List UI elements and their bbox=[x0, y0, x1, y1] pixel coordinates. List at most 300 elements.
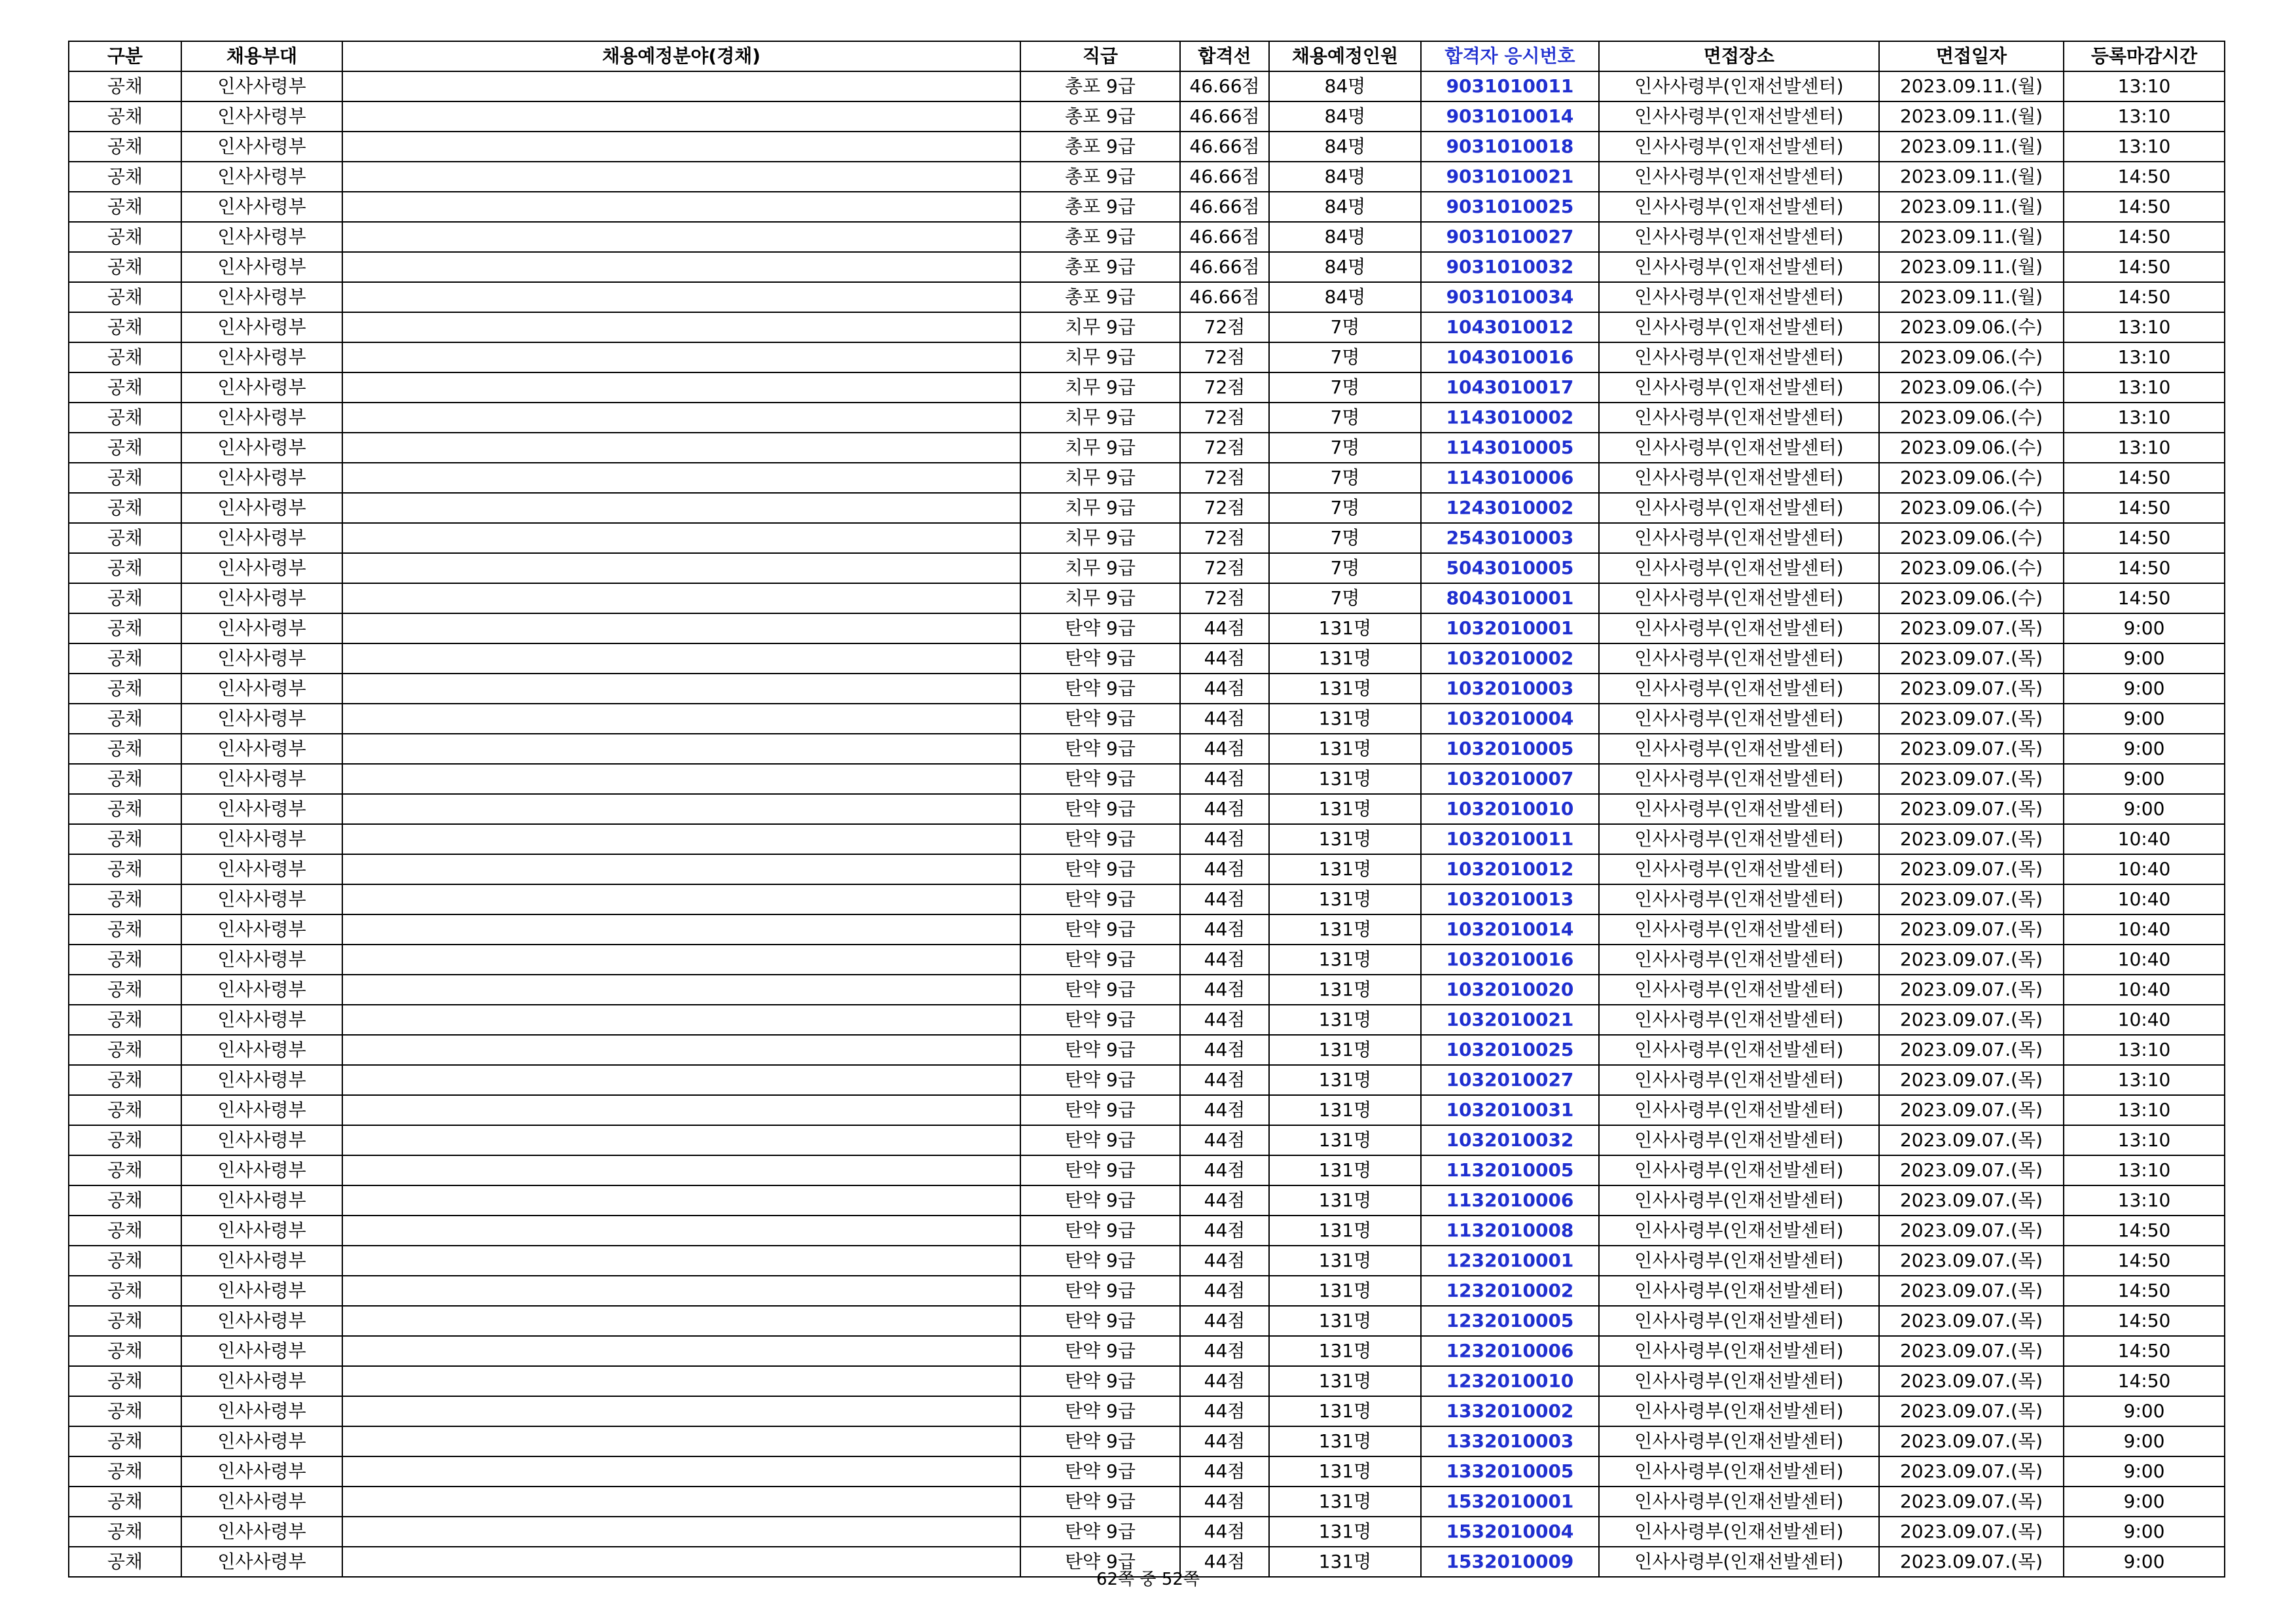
cell-grade: 탄약 9급 bbox=[1020, 643, 1180, 674]
cell-interview-location: 인사사령부(인재선발센터) bbox=[1599, 794, 1879, 824]
cell-registration-deadline: 13:10 bbox=[2064, 71, 2225, 101]
cell-interview-date: 2023.09.07.(목) bbox=[1879, 613, 2064, 643]
cell-registration-deadline: 14:50 bbox=[2064, 1276, 2225, 1306]
cell-applicant-number: 1332010005 bbox=[1421, 1456, 1599, 1487]
cell-cutoff: 44점 bbox=[1180, 884, 1269, 914]
header-headcount: 채용예정인원 bbox=[1269, 41, 1421, 71]
cell-applicant-number: 1232010002 bbox=[1421, 1276, 1599, 1306]
cell-category: 공채 bbox=[69, 222, 181, 252]
cell-field bbox=[342, 553, 1020, 583]
cell-interview-location: 인사사령부(인재선발센터) bbox=[1599, 704, 1879, 734]
cell-grade: 총포 9급 bbox=[1020, 192, 1180, 222]
cell-field bbox=[342, 1306, 1020, 1336]
cell-grade: 총포 9급 bbox=[1020, 162, 1180, 192]
cell-unit: 인사사령부 bbox=[181, 1456, 342, 1487]
cell-unit: 인사사령부 bbox=[181, 101, 342, 132]
cell-grade: 탄약 9급 bbox=[1020, 914, 1180, 945]
cell-applicant-number: 1132010005 bbox=[1421, 1155, 1599, 1185]
cell-interview-location: 인사사령부(인재선발센터) bbox=[1599, 312, 1879, 342]
results-table bbox=[68, 41, 2225, 1578]
cell-unit: 인사사령부 bbox=[181, 553, 342, 583]
cell-registration-deadline: 13:10 bbox=[2064, 1185, 2225, 1216]
cell-cutoff: 44점 bbox=[1180, 1456, 1269, 1487]
cell-interview-location: 인사사령부(인재선발센터) bbox=[1599, 764, 1879, 794]
table-row bbox=[69, 1517, 2225, 1547]
cell-category: 공채 bbox=[69, 1336, 181, 1366]
cell-grade: 치무 9급 bbox=[1020, 433, 1180, 463]
cell-cutoff: 46.66점 bbox=[1180, 252, 1269, 282]
cell-headcount: 7명 bbox=[1269, 342, 1421, 372]
cell-unit: 인사사령부 bbox=[181, 674, 342, 704]
cell-interview-location: 인사사령부(인재선발센터) bbox=[1599, 1035, 1879, 1065]
cell-cutoff: 44점 bbox=[1180, 1306, 1269, 1336]
cell-category: 공채 bbox=[69, 553, 181, 583]
cell-headcount: 7명 bbox=[1269, 433, 1421, 463]
table-row bbox=[69, 1216, 2225, 1246]
cell-unit: 인사사령부 bbox=[181, 1005, 342, 1035]
cell-field bbox=[342, 1276, 1020, 1306]
cell-grade: 치무 9급 bbox=[1020, 493, 1180, 523]
cell-interview-location: 인사사령부(인재선발센터) bbox=[1599, 493, 1879, 523]
cell-field bbox=[342, 1125, 1020, 1155]
cell-headcount: 131명 bbox=[1269, 704, 1421, 734]
cell-interview-date: 2023.09.07.(목) bbox=[1879, 1456, 2064, 1487]
cell-applicant-number: 1032010025 bbox=[1421, 1035, 1599, 1065]
table-row bbox=[69, 463, 2225, 493]
cell-interview-date: 2023.09.07.(목) bbox=[1879, 1276, 2064, 1306]
cell-cutoff: 44점 bbox=[1180, 1336, 1269, 1366]
cell-headcount: 131명 bbox=[1269, 1487, 1421, 1517]
header-grade: 직급 bbox=[1020, 41, 1180, 71]
cell-headcount: 131명 bbox=[1269, 794, 1421, 824]
table-row bbox=[69, 162, 2225, 192]
header-interview-date: 면접일자 bbox=[1879, 41, 2064, 71]
cell-interview-date: 2023.09.07.(목) bbox=[1879, 1246, 2064, 1276]
cell-registration-deadline: 14:50 bbox=[2064, 1336, 2225, 1366]
cell-interview-location: 인사사령부(인재선발센터) bbox=[1599, 674, 1879, 704]
cell-grade: 탄약 9급 bbox=[1020, 1426, 1180, 1456]
cell-cutoff: 44점 bbox=[1180, 1035, 1269, 1065]
cell-category: 공채 bbox=[69, 1306, 181, 1336]
cell-grade: 탄약 9급 bbox=[1020, 975, 1180, 1005]
cell-registration-deadline: 9:00 bbox=[2064, 1456, 2225, 1487]
cell-applicant-number: 1132010008 bbox=[1421, 1216, 1599, 1246]
cell-interview-date: 2023.09.07.(목) bbox=[1879, 914, 2064, 945]
cell-registration-deadline: 14:50 bbox=[2064, 192, 2225, 222]
cell-interview-date: 2023.09.11.(월) bbox=[1879, 192, 2064, 222]
cell-applicant-number: 9031010027 bbox=[1421, 222, 1599, 252]
cell-grade: 탄약 9급 bbox=[1020, 794, 1180, 824]
cell-interview-location: 인사사령부(인재선발센터) bbox=[1599, 403, 1879, 433]
cell-grade: 탄약 9급 bbox=[1020, 674, 1180, 704]
cell-field bbox=[342, 312, 1020, 342]
cell-unit: 인사사령부 bbox=[181, 252, 342, 282]
cell-grade: 총포 9급 bbox=[1020, 222, 1180, 252]
cell-grade: 탄약 9급 bbox=[1020, 1276, 1180, 1306]
cell-cutoff: 44점 bbox=[1180, 764, 1269, 794]
cell-cutoff: 44점 bbox=[1180, 1095, 1269, 1125]
cell-grade: 탄약 9급 bbox=[1020, 945, 1180, 975]
table-row bbox=[69, 282, 2225, 312]
cell-cutoff: 44점 bbox=[1180, 734, 1269, 764]
cell-category: 공채 bbox=[69, 704, 181, 734]
cell-interview-location: 인사사령부(인재선발센터) bbox=[1599, 1216, 1879, 1246]
cell-registration-deadline: 9:00 bbox=[2064, 1487, 2225, 1517]
cell-interview-date: 2023.09.07.(목) bbox=[1879, 1517, 2064, 1547]
cell-applicant-number: 1043010016 bbox=[1421, 342, 1599, 372]
cell-registration-deadline: 13:10 bbox=[2064, 312, 2225, 342]
cell-category: 공채 bbox=[69, 312, 181, 342]
cell-applicant-number: 1032010007 bbox=[1421, 764, 1599, 794]
cell-field bbox=[342, 1065, 1020, 1095]
cell-field bbox=[342, 433, 1020, 463]
cell-registration-deadline: 14:50 bbox=[2064, 1216, 2225, 1246]
cell-category: 공채 bbox=[69, 1487, 181, 1517]
cell-headcount: 7명 bbox=[1269, 403, 1421, 433]
cell-registration-deadline: 13:10 bbox=[2064, 403, 2225, 433]
cell-grade: 탄약 9급 bbox=[1020, 1336, 1180, 1366]
cell-unit: 인사사령부 bbox=[181, 1095, 342, 1125]
cell-interview-date: 2023.09.07.(목) bbox=[1879, 1155, 2064, 1185]
cell-field bbox=[342, 101, 1020, 132]
cell-unit: 인사사령부 bbox=[181, 372, 342, 403]
table-row bbox=[69, 704, 2225, 734]
cell-unit: 인사사령부 bbox=[181, 192, 342, 222]
cell-unit: 인사사령부 bbox=[181, 71, 342, 101]
cell-registration-deadline: 9:00 bbox=[2064, 1396, 2225, 1426]
cell-unit: 인사사령부 bbox=[181, 1426, 342, 1456]
header-cutoff: 합격선 bbox=[1180, 41, 1269, 71]
cell-field bbox=[342, 372, 1020, 403]
header-field: 채용예정분야(경채) bbox=[342, 41, 1020, 71]
cell-interview-date: 2023.09.06.(수) bbox=[1879, 403, 2064, 433]
cell-field bbox=[342, 764, 1020, 794]
cell-headcount: 131명 bbox=[1269, 1276, 1421, 1306]
cell-interview-date: 2023.09.06.(수) bbox=[1879, 342, 2064, 372]
table-row bbox=[69, 794, 2225, 824]
cell-cutoff: 46.66점 bbox=[1180, 162, 1269, 192]
cell-interview-location: 인사사령부(인재선발센터) bbox=[1599, 854, 1879, 884]
cell-grade: 탄약 9급 bbox=[1020, 704, 1180, 734]
cell-field bbox=[342, 914, 1020, 945]
cell-registration-deadline: 14:50 bbox=[2064, 493, 2225, 523]
cell-interview-date: 2023.09.11.(월) bbox=[1879, 252, 2064, 282]
cell-cutoff: 72점 bbox=[1180, 523, 1269, 553]
cell-interview-location: 인사사령부(인재선발센터) bbox=[1599, 613, 1879, 643]
cell-grade: 치무 9급 bbox=[1020, 372, 1180, 403]
cell-category: 공채 bbox=[69, 101, 181, 132]
table-row bbox=[69, 71, 2225, 101]
cell-interview-date: 2023.09.06.(수) bbox=[1879, 433, 2064, 463]
cell-interview-date: 2023.09.07.(목) bbox=[1879, 1125, 2064, 1155]
cell-headcount: 131명 bbox=[1269, 1216, 1421, 1246]
cell-category: 공채 bbox=[69, 1426, 181, 1456]
cell-unit: 인사사령부 bbox=[181, 734, 342, 764]
cell-headcount: 131명 bbox=[1269, 1306, 1421, 1336]
cell-interview-location: 인사사령부(인재선발센터) bbox=[1599, 1185, 1879, 1216]
cell-field bbox=[342, 162, 1020, 192]
cell-applicant-number: 1043010012 bbox=[1421, 312, 1599, 342]
cell-category: 공채 bbox=[69, 282, 181, 312]
cell-unit: 인사사령부 bbox=[181, 493, 342, 523]
cell-headcount: 131명 bbox=[1269, 975, 1421, 1005]
cell-headcount: 84명 bbox=[1269, 132, 1421, 162]
table-row bbox=[69, 1095, 2225, 1125]
cell-interview-date: 2023.09.11.(월) bbox=[1879, 222, 2064, 252]
cell-headcount: 131명 bbox=[1269, 1336, 1421, 1366]
cell-cutoff: 72점 bbox=[1180, 342, 1269, 372]
cell-interview-date: 2023.09.07.(목) bbox=[1879, 1005, 2064, 1035]
cell-field bbox=[342, 1517, 1020, 1547]
cell-field bbox=[342, 734, 1020, 764]
cell-interview-location: 인사사령부(인재선발센터) bbox=[1599, 1306, 1879, 1336]
cell-interview-location: 인사사령부(인재선발센터) bbox=[1599, 824, 1879, 854]
cell-grade: 탄약 9급 bbox=[1020, 1366, 1180, 1396]
cell-interview-location: 인사사령부(인재선발센터) bbox=[1599, 1005, 1879, 1035]
cell-interview-location: 인사사령부(인재선발센터) bbox=[1599, 1487, 1879, 1517]
cell-interview-date: 2023.09.07.(목) bbox=[1879, 854, 2064, 884]
cell-unit: 인사사령부 bbox=[181, 854, 342, 884]
cell-cutoff: 44점 bbox=[1180, 975, 1269, 1005]
cell-interview-date: 2023.09.07.(목) bbox=[1879, 975, 2064, 1005]
cell-applicant-number: 1232010005 bbox=[1421, 1306, 1599, 1336]
cell-grade: 총포 9급 bbox=[1020, 132, 1180, 162]
cell-unit: 인사사령부 bbox=[181, 1276, 342, 1306]
cell-field bbox=[342, 342, 1020, 372]
cell-interview-location: 인사사령부(인재선발센터) bbox=[1599, 734, 1879, 764]
cell-registration-deadline: 13:10 bbox=[2064, 1065, 2225, 1095]
table-row bbox=[69, 403, 2225, 433]
cell-applicant-number: 1332010002 bbox=[1421, 1396, 1599, 1426]
cell-applicant-number: 1032010027 bbox=[1421, 1065, 1599, 1095]
cell-registration-deadline: 13:10 bbox=[2064, 433, 2225, 463]
cell-applicant-number: 8043010001 bbox=[1421, 583, 1599, 613]
cell-headcount: 131명 bbox=[1269, 1456, 1421, 1487]
cell-interview-date: 2023.09.07.(목) bbox=[1879, 1065, 2064, 1095]
table-row bbox=[69, 1396, 2225, 1426]
cell-headcount: 131명 bbox=[1269, 1246, 1421, 1276]
cell-category: 공채 bbox=[69, 884, 181, 914]
cell-registration-deadline: 14:50 bbox=[2064, 282, 2225, 312]
cell-grade: 탄약 9급 bbox=[1020, 1456, 1180, 1487]
table-row bbox=[69, 583, 2225, 613]
cell-interview-date: 2023.09.07.(목) bbox=[1879, 794, 2064, 824]
cell-cutoff: 44점 bbox=[1180, 1426, 1269, 1456]
table-row bbox=[69, 643, 2225, 674]
cell-headcount: 131명 bbox=[1269, 1065, 1421, 1095]
cell-grade: 탄약 9급 bbox=[1020, 1547, 1180, 1577]
cell-unit: 인사사령부 bbox=[181, 824, 342, 854]
cell-interview-date: 2023.09.07.(목) bbox=[1879, 1336, 2064, 1366]
cell-headcount: 131명 bbox=[1269, 643, 1421, 674]
cell-applicant-number: 1532010004 bbox=[1421, 1517, 1599, 1547]
cell-grade: 탄약 9급 bbox=[1020, 1306, 1180, 1336]
cell-category: 공채 bbox=[69, 1125, 181, 1155]
cell-category: 공채 bbox=[69, 1216, 181, 1246]
cell-registration-deadline: 13:10 bbox=[2064, 132, 2225, 162]
cell-registration-deadline: 9:00 bbox=[2064, 794, 2225, 824]
cell-registration-deadline: 9:00 bbox=[2064, 1547, 2225, 1577]
cell-unit: 인사사령부 bbox=[181, 162, 342, 192]
cell-grade: 치무 9급 bbox=[1020, 553, 1180, 583]
cell-registration-deadline: 13:10 bbox=[2064, 1035, 2225, 1065]
cell-interview-date: 2023.09.07.(목) bbox=[1879, 945, 2064, 975]
cell-interview-date: 2023.09.07.(목) bbox=[1879, 1306, 2064, 1336]
cell-registration-deadline: 14:50 bbox=[2064, 583, 2225, 613]
cell-unit: 인사사령부 bbox=[181, 613, 342, 643]
cell-interview-date: 2023.09.11.(월) bbox=[1879, 162, 2064, 192]
table-row bbox=[69, 101, 2225, 132]
cell-grade: 탄약 9급 bbox=[1020, 1396, 1180, 1426]
cell-category: 공채 bbox=[69, 162, 181, 192]
cell-category: 공채 bbox=[69, 1185, 181, 1216]
cell-cutoff: 44점 bbox=[1180, 1276, 1269, 1306]
table-row bbox=[69, 1426, 2225, 1456]
cell-unit: 인사사령부 bbox=[181, 463, 342, 493]
cell-unit: 인사사령부 bbox=[181, 764, 342, 794]
cell-grade: 탄약 9급 bbox=[1020, 1246, 1180, 1276]
cell-unit: 인사사령부 bbox=[181, 1185, 342, 1216]
cell-interview-location: 인사사령부(인재선발센터) bbox=[1599, 132, 1879, 162]
cell-unit: 인사사령부 bbox=[181, 643, 342, 674]
cell-grade: 총포 9급 bbox=[1020, 252, 1180, 282]
cell-cutoff: 44점 bbox=[1180, 1005, 1269, 1035]
cell-cutoff: 44점 bbox=[1180, 824, 1269, 854]
cell-unit: 인사사령부 bbox=[181, 523, 342, 553]
cell-field bbox=[342, 854, 1020, 884]
cell-unit: 인사사령부 bbox=[181, 975, 342, 1005]
cell-applicant-number: 1243010002 bbox=[1421, 493, 1599, 523]
cell-applicant-number: 9031010014 bbox=[1421, 101, 1599, 132]
table-row bbox=[69, 764, 2225, 794]
cell-applicant-number: 1032010013 bbox=[1421, 884, 1599, 914]
cell-cutoff: 44점 bbox=[1180, 674, 1269, 704]
cell-interview-location: 인사사령부(인재선발센터) bbox=[1599, 945, 1879, 975]
cell-interview-location: 인사사령부(인재선발센터) bbox=[1599, 523, 1879, 553]
cell-cutoff: 46.66점 bbox=[1180, 222, 1269, 252]
cell-unit: 인사사령부 bbox=[181, 1035, 342, 1065]
cell-category: 공채 bbox=[69, 764, 181, 794]
cell-unit: 인사사령부 bbox=[181, 1547, 342, 1577]
cell-unit: 인사사령부 bbox=[181, 312, 342, 342]
cell-headcount: 131명 bbox=[1269, 1185, 1421, 1216]
cell-unit: 인사사령부 bbox=[181, 282, 342, 312]
cell-headcount: 131명 bbox=[1269, 854, 1421, 884]
cell-grade: 탄약 9급 bbox=[1020, 1065, 1180, 1095]
page-number: 62쪽 중 52쪽 bbox=[1096, 1570, 1200, 1589]
cell-interview-location: 인사사령부(인재선발센터) bbox=[1599, 1396, 1879, 1426]
cell-interview-date: 2023.09.07.(목) bbox=[1879, 674, 2064, 704]
cell-interview-location: 인사사령부(인재선발센터) bbox=[1599, 1366, 1879, 1396]
table-row bbox=[69, 1366, 2225, 1396]
cell-interview-date: 2023.09.07.(목) bbox=[1879, 824, 2064, 854]
cell-unit: 인사사령부 bbox=[181, 1155, 342, 1185]
cell-category: 공채 bbox=[69, 132, 181, 162]
table-row bbox=[69, 884, 2225, 914]
cell-field bbox=[342, 132, 1020, 162]
cell-headcount: 131명 bbox=[1269, 1095, 1421, 1125]
table-row bbox=[69, 945, 2225, 975]
cell-headcount: 84명 bbox=[1269, 252, 1421, 282]
cell-registration-deadline: 14:50 bbox=[2064, 463, 2225, 493]
cell-field bbox=[342, 1426, 1020, 1456]
cell-grade: 탄약 9급 bbox=[1020, 1125, 1180, 1155]
table-row bbox=[69, 914, 2225, 945]
cell-interview-location: 인사사령부(인재선발센터) bbox=[1599, 342, 1879, 372]
cell-interview-location: 인사사령부(인재선발센터) bbox=[1599, 372, 1879, 403]
cell-unit: 인사사령부 bbox=[181, 945, 342, 975]
cell-category: 공채 bbox=[69, 854, 181, 884]
cell-headcount: 131명 bbox=[1269, 1005, 1421, 1035]
cell-field bbox=[342, 71, 1020, 101]
cell-interview-location: 인사사령부(인재선발센터) bbox=[1599, 1246, 1879, 1276]
header-category: 구분 bbox=[69, 41, 181, 71]
cell-registration-deadline: 9:00 bbox=[2064, 643, 2225, 674]
cell-field bbox=[342, 252, 1020, 282]
cell-headcount: 131명 bbox=[1269, 1426, 1421, 1456]
table-row bbox=[69, 493, 2225, 523]
cell-grade: 탄약 9급 bbox=[1020, 854, 1180, 884]
cell-applicant-number: 1043010017 bbox=[1421, 372, 1599, 403]
table-row bbox=[69, 132, 2225, 162]
cell-cutoff: 72점 bbox=[1180, 403, 1269, 433]
cell-unit: 인사사령부 bbox=[181, 1396, 342, 1426]
cell-field bbox=[342, 1336, 1020, 1366]
cell-grade: 탄약 9급 bbox=[1020, 1155, 1180, 1185]
cell-category: 공채 bbox=[69, 794, 181, 824]
cell-interview-date: 2023.09.07.(목) bbox=[1879, 1095, 2064, 1125]
cell-interview-date: 2023.09.06.(수) bbox=[1879, 583, 2064, 613]
cell-unit: 인사사령부 bbox=[181, 794, 342, 824]
cell-headcount: 7명 bbox=[1269, 463, 1421, 493]
cell-interview-date: 2023.09.11.(월) bbox=[1879, 132, 2064, 162]
table-row bbox=[69, 613, 2225, 643]
cell-interview-date: 2023.09.07.(목) bbox=[1879, 1216, 2064, 1246]
cell-category: 공채 bbox=[69, 824, 181, 854]
cell-interview-location: 인사사령부(인재선발센터) bbox=[1599, 282, 1879, 312]
cell-cutoff: 46.66점 bbox=[1180, 282, 1269, 312]
cell-cutoff: 44점 bbox=[1180, 1216, 1269, 1246]
cell-category: 공채 bbox=[69, 613, 181, 643]
cell-applicant-number: 1132010006 bbox=[1421, 1185, 1599, 1216]
cell-category: 공채 bbox=[69, 1276, 181, 1306]
cell-cutoff: 46.66점 bbox=[1180, 101, 1269, 132]
cell-grade: 총포 9급 bbox=[1020, 282, 1180, 312]
cell-unit: 인사사령부 bbox=[181, 403, 342, 433]
cell-cutoff: 44점 bbox=[1180, 1185, 1269, 1216]
cell-applicant-number: 9031010011 bbox=[1421, 71, 1599, 101]
cell-headcount: 131명 bbox=[1269, 1125, 1421, 1155]
cell-cutoff: 44점 bbox=[1180, 794, 1269, 824]
cell-grade: 탄약 9급 bbox=[1020, 1095, 1180, 1125]
cell-interview-location: 인사사령부(인재선발센터) bbox=[1599, 1517, 1879, 1547]
cell-field bbox=[342, 1366, 1020, 1396]
cell-applicant-number: 9031010032 bbox=[1421, 252, 1599, 282]
cell-applicant-number: 1032010004 bbox=[1421, 704, 1599, 734]
table-row bbox=[69, 312, 2225, 342]
cell-applicant-number: 1032010011 bbox=[1421, 824, 1599, 854]
cell-interview-date: 2023.09.07.(목) bbox=[1879, 1487, 2064, 1517]
cell-applicant-number: 1032010012 bbox=[1421, 854, 1599, 884]
cell-interview-location: 인사사령부(인재선발센터) bbox=[1599, 1155, 1879, 1185]
cell-registration-deadline: 10:40 bbox=[2064, 945, 2225, 975]
cell-cutoff: 72점 bbox=[1180, 583, 1269, 613]
cell-applicant-number: 5043010005 bbox=[1421, 553, 1599, 583]
cell-registration-deadline: 10:40 bbox=[2064, 914, 2225, 945]
cell-interview-date: 2023.09.06.(수) bbox=[1879, 312, 2064, 342]
cell-interview-date: 2023.09.07.(목) bbox=[1879, 1396, 2064, 1426]
cell-interview-location: 인사사령부(인재선발센터) bbox=[1599, 884, 1879, 914]
